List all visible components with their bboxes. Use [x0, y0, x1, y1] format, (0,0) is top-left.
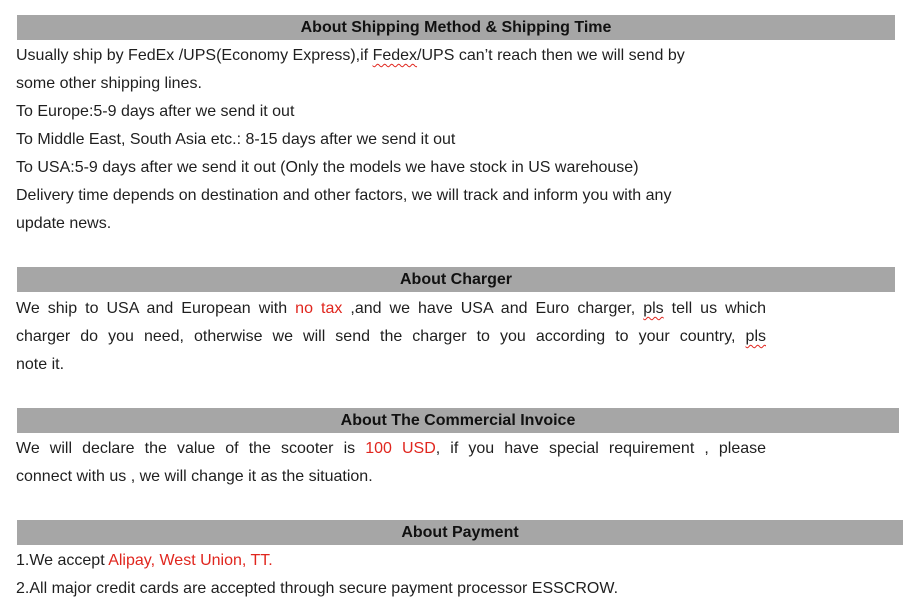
shipping-line-1-fedex: Fedex	[372, 47, 418, 64]
shipping-line-7: update news.	[16, 215, 112, 232]
charger-section-header: About Charger	[17, 267, 895, 292]
shipping-line-3: To Europe:5-9 days after we send it out	[16, 103, 295, 120]
payment-line-1	[16, 547, 273, 575]
shipping-line-1	[16, 42, 685, 70]
charger-line-2-pls: pls	[745, 328, 766, 345]
invoice-value-usd: 100 USD	[365, 440, 436, 457]
shipping-line-4: To Middle East, South Asia etc.: 8-15 days after we send it out	[16, 131, 456, 148]
invoice-line-1-text-b: , if you have special requirement , please	[435, 440, 767, 457]
shipping-line-2: some other shipping lines.	[16, 75, 202, 92]
shipping-line-5: To USA:5-9 days after we send it out (Only the models we have stock in US warehouse)	[16, 159, 639, 176]
charger-line-3: note it.	[16, 356, 65, 373]
shipping-line-1-text-a: Usually ship by FedEx /UPS(Economy Express),if	[16, 47, 373, 64]
shipping-line-1-text-c: /UPS can’t reach then we will send by	[417, 47, 685, 64]
invoice-line-1-text-a: We will declare the value of the scooter is	[16, 440, 366, 457]
charger-line-1-text-d: tell us which	[663, 300, 767, 317]
invoice-line-1	[16, 435, 766, 463]
payment-methods: Alipay, West Union, TT.	[108, 552, 273, 569]
charger-line-1	[16, 295, 766, 323]
charger-line-2-text-a: charger do you need, otherwise we will send the charger to you according to your country,	[16, 328, 746, 345]
shipping-line-6: Delivery time depends on destination and other factors, we will track and inform you with any	[16, 187, 672, 204]
payment-section-header: About Payment	[17, 520, 903, 545]
payment-line-2: 2.All major credit cards are accepted through secure payment processor ESSCROW.	[16, 580, 619, 597]
invoice-section-header: About The Commercial Invoice	[17, 408, 899, 433]
charger-line-1-text-b: ,and we have USA and Euro charger,	[342, 300, 644, 317]
charger-no-tax: no tax	[295, 300, 343, 317]
charger-line-1-pls: pls	[643, 300, 664, 317]
charger-line-1-text-a: We ship to USA and European with	[16, 300, 296, 317]
payment-line-1-text-a: 1.We accept	[16, 552, 109, 569]
shipping-section-header: About Shipping Method & Shipping Time	[17, 15, 895, 40]
charger-line-2	[16, 323, 766, 351]
invoice-line-2: connect with us , we will change it as the situation.	[16, 468, 373, 485]
